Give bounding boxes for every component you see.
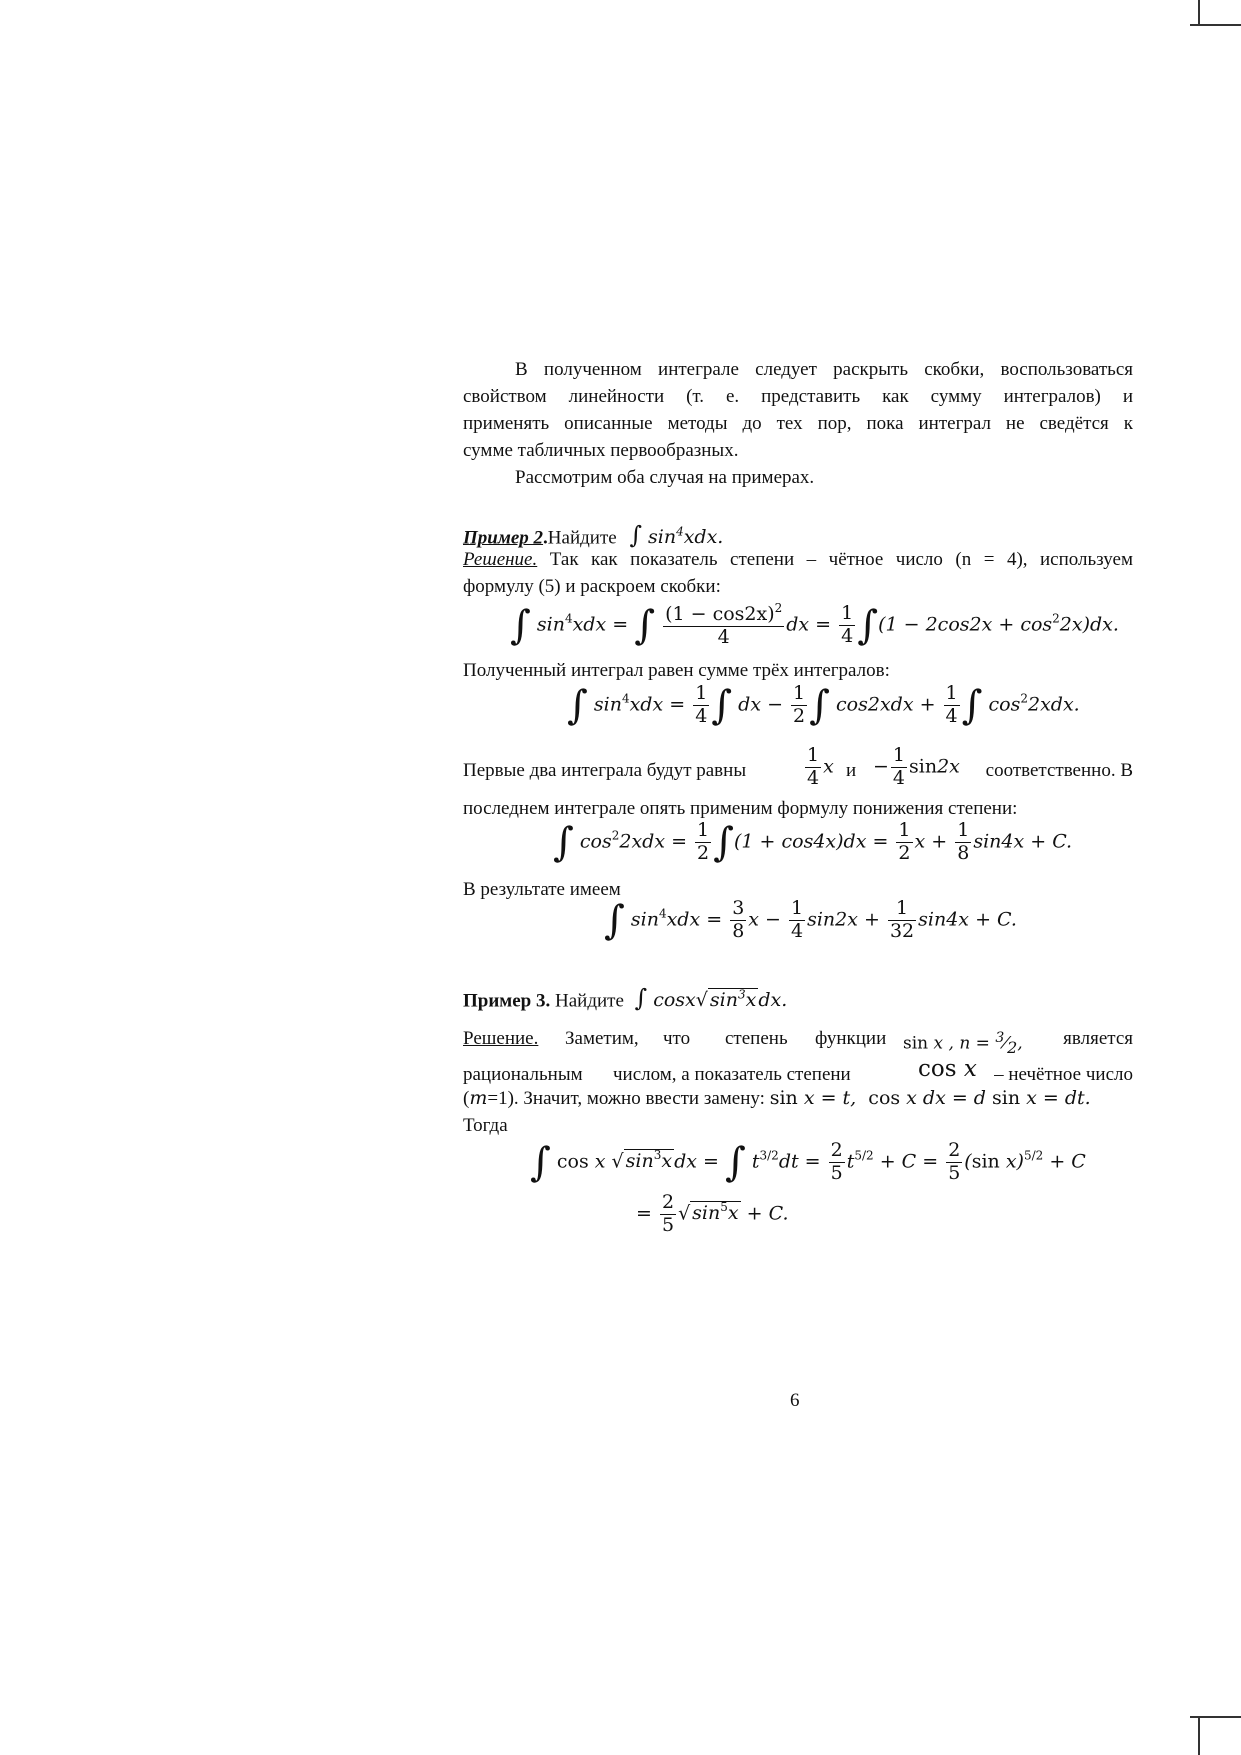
example3-word-c: степень (725, 1028, 788, 1049)
intro-line-1: В полученном интеграле следует раскрыть скобки, воспользоваться (515, 359, 1133, 380)
equation-substitution: ∫ cos x √ $\sin^3x$ dx = ∫ $t^{3/2}dt$ = $\frac{2}{5}$ $t^{5/2} + C$ = $\frac{2}{5}$ (sin x)$^{5/2}$ + C (530, 1139, 1086, 1186)
example2-task-formula: ∫ $\sin^4xdx$. (629, 521, 724, 550)
intro-line-2: свойством линейности (т. е. представить как сумму интегралов) и (463, 386, 1133, 407)
fraction-minus-quarter-sin: − $\frac{1}{4}$ sin2x (873, 744, 960, 789)
example2-label: Пример 2 (463, 527, 544, 549)
intro-paragraph (463, 356, 1133, 464)
consider-text: Рассмотрим оба случая на примерах. (515, 467, 815, 488)
example3-task-formula: ∫ cosx√ $\sin^3x$ dx. (634, 984, 788, 1013)
example3-word-e: является (1063, 1028, 1133, 1049)
example3-solution-line3: (m=1). Значит, можно ввести замену: sin x = t, cos x dx = d sin x = dt. (463, 1087, 1091, 1109)
example3-word-rational: рациональным (463, 1064, 583, 1085)
equation-power-reduction: ∫ $\cos^22xdx$ = $\frac{1}{2}$ ∫(1 + cos4x)dx = $\frac{1}{2}$ x + $\frac{1}{8}$ sin4x + C. (553, 819, 1073, 866)
example2-solution-label: Решение. (463, 549, 538, 570)
example2-solution (463, 546, 1133, 600)
equation-final: = $\frac{2}{5}$ √ $\sin^5x + C$. (636, 1191, 789, 1236)
example3-solution-label: Решение. (463, 1028, 539, 1049)
example2-heading: Пример 2.Найдите ∫ $\sin^4xdx$. (463, 521, 724, 550)
intro-line-4: сумме табличных первообразных. (463, 440, 739, 461)
crop-mark-bottom-vertical (1198, 1716, 1200, 1755)
first-two-text-b: соответственно. В (985, 760, 1133, 781)
page-number: 6 (790, 1390, 800, 1411)
example3-find: Найдите (555, 990, 624, 1012)
equation-expand: ∫ $\sin^4xdx$ = ∫ $\frac{(1 - \cos 2x)^2}{4}$ dx = $\frac{1}{4}$ $\int(1 - 2\cos 2x + \cos^22x)dx$. (510, 601, 1119, 649)
example3-word-odd: – нечётное число (994, 1064, 1133, 1085)
example3-word-number: числом, а показатель степени (613, 1064, 851, 1085)
example3-cosx: cos x (918, 1056, 977, 1082)
example3-substitution-text: ). Значит, можно ввести замену: (507, 1088, 765, 1109)
example2-solution-line2: формулу (5) и раскроем скобки: (463, 576, 721, 597)
example3-solution-line2 (463, 1058, 1133, 1088)
crop-mark-top-vertical (1198, 0, 1200, 24)
first-two-and: и (846, 760, 857, 781)
example3-heading (463, 982, 787, 1014)
example2-solution-line1: Так как показатель степени – чётное число (n = 4), используем (549, 549, 1133, 570)
last-integral-text: последнем интеграле опять применим формулу понижения степени: (463, 798, 1018, 819)
sum-text: Полученный интеграл равен сумме трёх интегралов: (463, 660, 890, 681)
equation-result: ∫ $\sin^4xdx$ = $\frac{3}{8}$ x − $\frac{1}{4}$ sin2x + $\frac{1}{32}$ sin4x + C. (604, 897, 1017, 944)
crop-mark-top-horizontal (1190, 24, 1241, 26)
equation-three-integrals: ∫ $\sin^4xdx$ = $\frac{1}{4}$ ∫ dx − $\frac{1}{2}$ ∫ cos2xdx + $\frac{1}{4}$ ∫ $\cos^22xdx$. (567, 682, 1080, 729)
first-two-line (463, 745, 1133, 795)
then-text: Тогда (463, 1115, 508, 1136)
example3-word-b: что (663, 1028, 691, 1049)
fraction-quarter-x: $\frac{1}{4}$ x (807, 744, 834, 789)
example2-find: Найдите (547, 527, 617, 549)
intro-line-3: применять описанные методы до тех пор, пока интеграл не сведётся к (463, 413, 1133, 434)
example3-word-a: Заметим, (565, 1028, 639, 1049)
result-text: В результате имеем (463, 879, 621, 900)
example3-word-d: функции (815, 1028, 887, 1049)
example3-label: Пример 3. (463, 990, 551, 1012)
first-two-text-a: Первые два интеграла будут равны (463, 760, 747, 781)
example3-substitution-formula: sin x = t, cos x dx = d sin x = dt. (769, 1087, 1091, 1109)
example3-solution-line1 (463, 1020, 1133, 1060)
example3-sinx-formula: sin x , $n = ^3⁄_2$, (903, 1030, 1023, 1058)
